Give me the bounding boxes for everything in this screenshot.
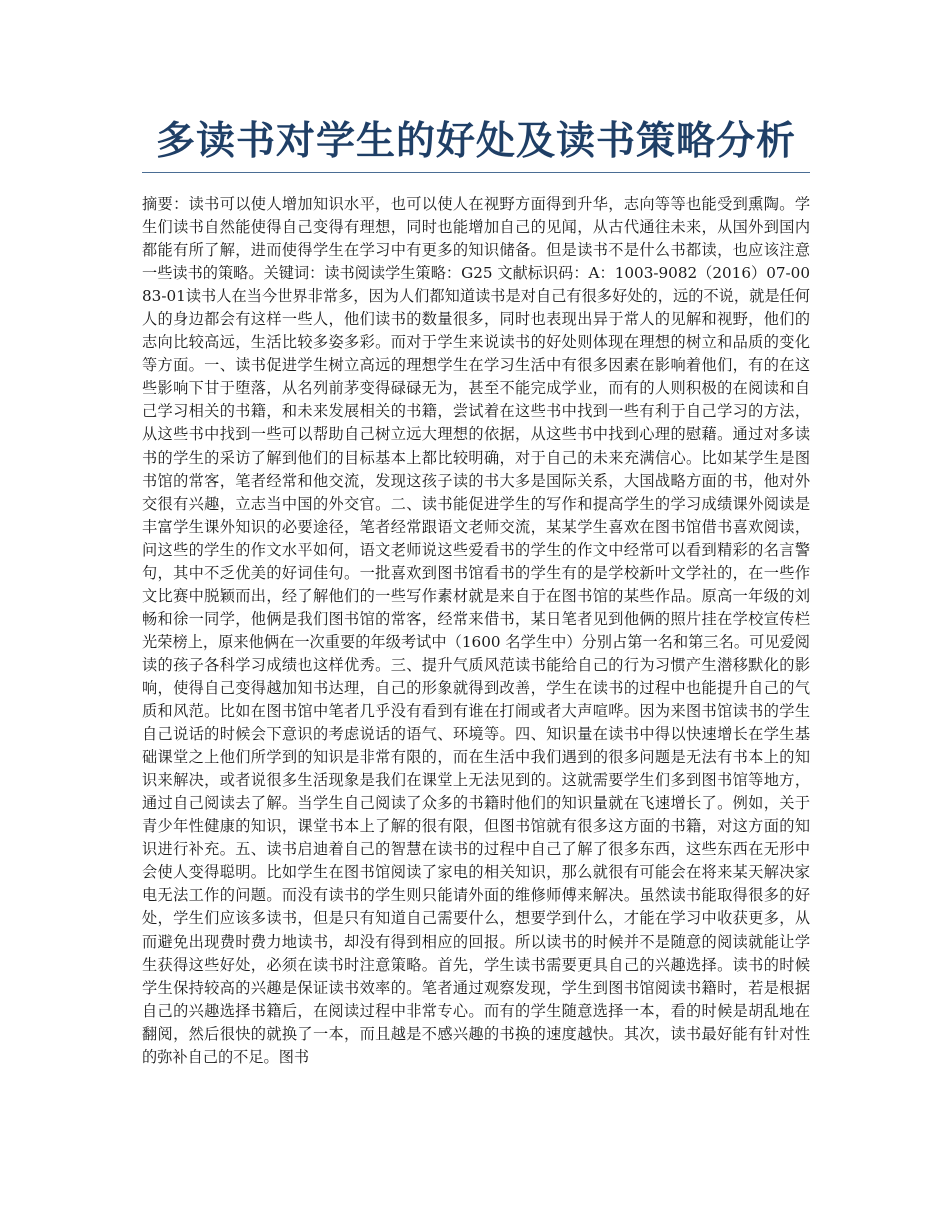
document-title: 多读书对学生的好处及读书策略分析: [155, 119, 796, 164]
title-underline: [142, 172, 810, 173]
document-body: 摘要：读书可以使人增加知识水平，也可以使人在视野方面得到升华，志向等等也能受到熏陶。学生们读书自然能使得自己变得有理想，同时也能增加自己的见闻，从古代通往未来，从国外到国内都能有所了解，进而使得学生在学习中有更多的知识储备。但是读书不是什么书都读，也应该注意一些读书的策略。关键词：读书阅读学生策略：G25 文献标识码：A：1003-9082（2016）07-0083-01读书人在当今世界非常多，因为人们都知道读书是对自己有很多好处的，远的不说，就是任何人的身边都会有这样一些人，他们读书的数量很多，同时也表现出异于常人的见解和视野，他们的志向比较高远，生活比较多姿多彩。而对于学生来说读书的好处则体现在理想的树立和品质的变化等方面。一、读书促进学生树立高远的理想学生在学习生活中有很多因素在影响着他们，有的在这些影响下甘于堕落，从名列前茅变得碌碌无为，甚至不能完成学业，而有的人则积极的在阅读和自己学习相关的书籍，和未来发展相关的书籍，尝试着在这些书中找到一些有利于自己学习的方法，从这些书中找到一些可以帮助自己树立远大理想的依据，从这些书中找到心理的慰藉。通过对多读书的学生的采访了解到他们的目标基本上都比较明确，对于自己的未来充满信心。比如某学生是图书馆的常客，笔者经常和他交流，发现这孩子读的书大多是国际关系，大国战略方面的书，他对外交很有兴趣，立志当中国的外交官。二、读书能促进学生的写作和提高学生的学习成绩课外阅读是丰富学生课外知识的必要途径，笔者经常跟语文老师交流，某某学生喜欢在图书馆借书喜欢阅读，问这些的学生的作文水平如何，语文老师说这些爱看书的学生的作文中经常可以看到精彩的名言警句，其中不乏优美的好词佳句。一批喜欢到图书馆看书的学生有的是学校新叶文学社的，在一些作文比赛中脱颖而出，经了解他们的一些写作素材就是来自于在图书馆的某些作品。原高一年级的刘畅和徐一同学，他俩是我们图书馆的常客，经常来借书，某日笔者见到他俩的照片挂在学校宣传栏光荣榜上，原来他俩在一次重要的年级考试中（1600 名学生中）分别占第一名和第三名。可见爱阅读的孩子各科学习成绩也这样优秀。三、提升气质风范读书能给自己的行为习惯产生潜移默化的影响，使得自己变得越加知书达理，自己的形象就得到改善，学生在读书的过程中也能提升自己的气质和风范。比如在图书馆中笔者几乎没有看到有谁在打闹或者大声喧哗。因为来图书馆读书的学生自己说话的时候会下意识的考虑说话的语气、环境等。四、知识量在读书中得以快速增长在学生基础课堂之上他们所学到的知识是非常有限的，而在生活中我们遇到的很多问题是无法有书本上的知识来解决，或者说很多生活现象是我们在课堂上无法见到的。这就需要学生们多到图书馆等地方，通过自己阅读去了解。当学生自己阅读了众多的书籍时他们的知识量就在飞速增长了。例如，关于青少年性健康的知识，课堂书本上了解的很有限，但图书馆就有很多这方面的书籍，对这方面的知识进行补充。五、读书启迪着自己的智慧在读书的过程中自己了解了很多东西，这些东西在无形中会使人变得聪明。比如学生在图书馆阅读了家电的相关知识，那么就很有可能会在将来某天解决家电无法工作的问题。而没有读书的学生则只能请外面的维修师傅来解决。虽然读书能取得很多的好处，学生们应该多读书，但是只有知道自己需要什么，想要学到什么，才能在学习中收获更多，从而避免出现费时费力地读书，却没有得到相应的回报。所以读书的时候并不是随意的阅读就能让学生获得这些好处，必须在读书时注意策略。首先，学生读书需要更具自己的兴趣选择。读书的时候学生保持较高的兴趣是保证读书效率的。笔者通过观察发现，学生到图书馆阅读书籍时，若是根据自己的兴趣选择书籍后，在阅读过程中非常专心。而有的学生随意选择一本，看的时候是胡乱地在翻阅，然后很快的就换了一本，而且越是不感兴趣的书换的速度越快。其次，读书最好能有针对性的弥补自己的不足。图书: [142, 195, 810, 1066]
